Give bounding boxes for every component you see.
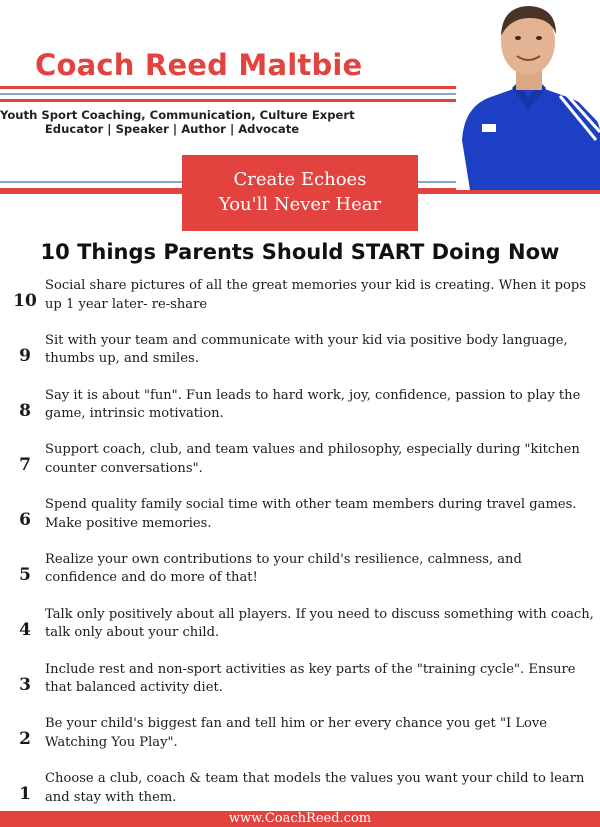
tagline-banner — [182, 155, 418, 231]
item-text: Realize your own contributions to your child's resilience, calmness, and confidence and do more of that! — [45, 551, 522, 586]
item-text: Talk only positively about all players. If you need to discuss something with coach, talk only about your child. — [45, 606, 594, 641]
list-item — [0, 551, 600, 606]
things-list — [0, 277, 600, 825]
item-number: 4 — [19, 619, 31, 640]
item-text: Spend quality family social time with other team members during travel games. Make positive memories. — [45, 497, 577, 531]
list-item — [0, 715, 600, 770]
subtitle-expertise: Youth Sport Coaching, Communication, Culture Expert — [0, 108, 355, 122]
item-text: Be your child's biggest fan and tell him or her every chance you get "I Love Watching You Play". — [45, 716, 548, 750]
coach-photo — [456, 0, 600, 190]
item-number: 6 — [19, 510, 31, 531]
list-item — [0, 332, 600, 387]
coach-name-title: Coach Reed Maltbie — [35, 48, 363, 82]
footer-website: www.CoachReed.com — [0, 811, 600, 827]
item-number: 7 — [19, 455, 31, 476]
item-number: 8 — [19, 400, 31, 421]
list-item — [0, 661, 600, 716]
item-number: 3 — [19, 674, 31, 695]
item-text: Support coach, club, and team values and philosophy, especially during "kitchen counter conversations". — [45, 442, 580, 476]
item-text: Social share pictures of all the great memories your kid is creating. When it pops up 1 year later- re-share — [45, 278, 586, 312]
item-number: 5 — [19, 564, 31, 585]
item-text: Sit with your team and communicate with your kid via positive body language, thumbs up, and smiles. — [45, 332, 568, 367]
tagline-line-1: Create Echoes — [233, 169, 367, 190]
list-heading: 10 Things Parents Should START Doing Now — [40, 240, 560, 264]
list-item — [0, 606, 600, 661]
item-text: Choose a club, coach & team that models the values you want your child to learn and stay with them. — [45, 771, 585, 805]
item-number: 10 — [13, 291, 37, 311]
subtitle-roles: Educator | Speaker | Author | Advocate — [44, 122, 300, 136]
list-item — [0, 496, 600, 551]
tagline-line-2: You'll Never Hear — [218, 194, 382, 215]
list-item — [0, 387, 600, 442]
item-number: 1 — [19, 784, 31, 805]
list-item — [0, 277, 600, 332]
item-text: Include rest and non-sport activities as key parts of the "training cycle". Ensure that balanced activity diet. — [45, 661, 576, 696]
item-text: Say it is about "fun". Fun leads to hard work, joy, confidence, passion to play the game, intrinsic motivation. — [45, 387, 581, 422]
item-number: 2 — [19, 729, 31, 750]
list-item — [0, 441, 600, 496]
item-number: 9 — [19, 345, 31, 366]
